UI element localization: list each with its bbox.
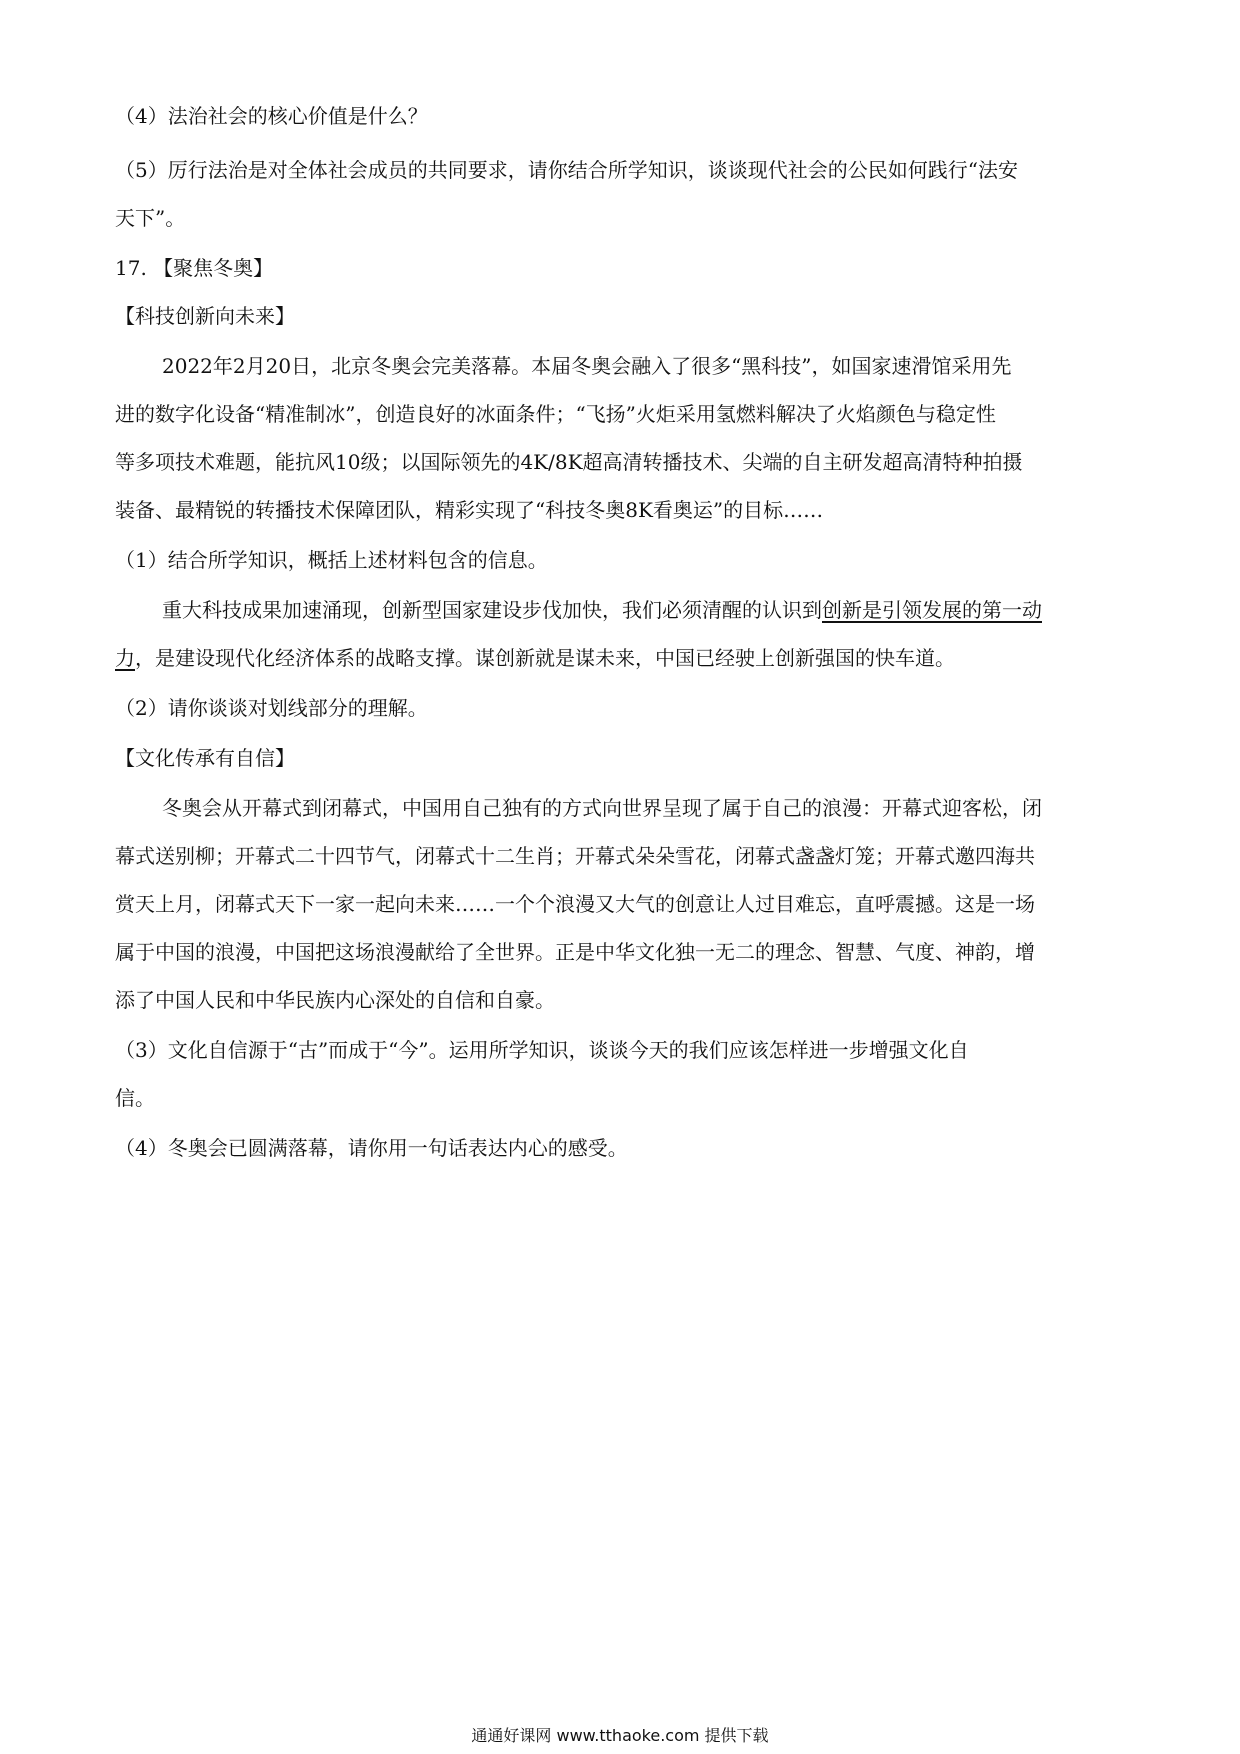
- question-16-5-line-1: （5）厉行法治是对全体社会成员的共同要求，请你结合所学知识，谈谈现代社会的公民如何践行“法安: [115, 158, 1018, 182]
- paragraph-1-line-4: 装备、最精锐的转播技术保障团队，精彩实现了“科技冬奥8K看奥运”的目标……: [115, 498, 824, 522]
- question-17-4: （4）冬奥会已圆满落幕，请你用一句话表达内心的感受。: [115, 1136, 628, 1160]
- paragraph-1-line-1: 2022年2月20日，北京冬奥会完美落幕。本届冬奥会融入了很多“黑科技”，如国家速滑馆采用先: [162, 354, 1012, 378]
- paragraph-1-line-3: 等多项技术难题，能抗风10级；以国际领先的4K/8K超高清转播技术、尖端的自主研发超高清特种拍摄: [115, 450, 1023, 474]
- section-title-culture: 【文化传承有自信】: [115, 746, 295, 770]
- underlined-phrase-part-2: 力: [115, 646, 135, 670]
- paragraph-3-line-3: 赏天上月，闭幕式天下一家一起向未来……一个个浪漫又大气的创意让人过目难忘，直呼震撼。这是一场: [115, 892, 1035, 916]
- paragraph-2-line-1: [162, 596, 1125, 624]
- paragraph-3-line-1: 冬奥会从开幕式到闭幕式，中国用自己独有的方式向世界呈现了属于自己的浪漫：开幕式迎客松，闭: [162, 796, 1042, 820]
- footer-credit: 通通好课网 www.tthaoke.com 提供下载: [471, 1726, 769, 1745]
- underlined-phrase-part-1: 创新是引领发展的第一动: [822, 598, 1042, 622]
- question-17-3-line-2: 信。: [115, 1086, 155, 1110]
- paragraph-3-line-5: 添了中国人民和中华民族内心深处的自信和自豪。: [115, 988, 555, 1012]
- question-16-4: （4）法治社会的核心价值是什么？: [115, 104, 428, 128]
- paragraph-1-line-2: 进的数字化设备“精准制冰”，创造良好的冰面条件；“飞扬”火炬采用氢燃料解决了火焰颜色与稳定性: [115, 402, 996, 426]
- paragraph-3-line-2: 幕式送别柳；开幕式二十四节气，闭幕式十二生肖；开幕式朵朵雪花，闭幕式盏盏灯笼；开幕式邀四海共: [115, 844, 1035, 868]
- question-16-5-line-2: 天下”。: [115, 206, 186, 230]
- section-title-tech: 【科技创新向未来】: [115, 304, 295, 328]
- question-17-1: （1）结合所学知识，概括上述材料包含的信息。: [115, 548, 548, 572]
- question-17-title: 17. 【聚焦冬奥】: [115, 256, 274, 280]
- paragraph-2-line-2: [115, 644, 1125, 672]
- paragraph-2-text: 重大科技成果加速涌现，创新型国家建设步伐加快，我们必须清醒的认识到: [162, 598, 822, 622]
- paragraph-3-line-4: 属于中国的浪漫，中国把这场浪漫献给了全世界。正是中华文化独一无二的理念、智慧、气度、神韵，增: [115, 940, 1035, 964]
- paragraph-2-text-end: ，是建设现代化经济体系的战略支撑。谋创新就是谋未来，中国已经驶上创新强国的快车道。: [135, 646, 955, 670]
- question-17-3-line-1: （3）文化自信源于“古”而成于“今”。运用所学知识，谈谈今天的我们应该怎样进一步增强文化自: [115, 1038, 969, 1062]
- question-17-2: （2）请你谈谈对划线部分的理解。: [115, 696, 428, 720]
